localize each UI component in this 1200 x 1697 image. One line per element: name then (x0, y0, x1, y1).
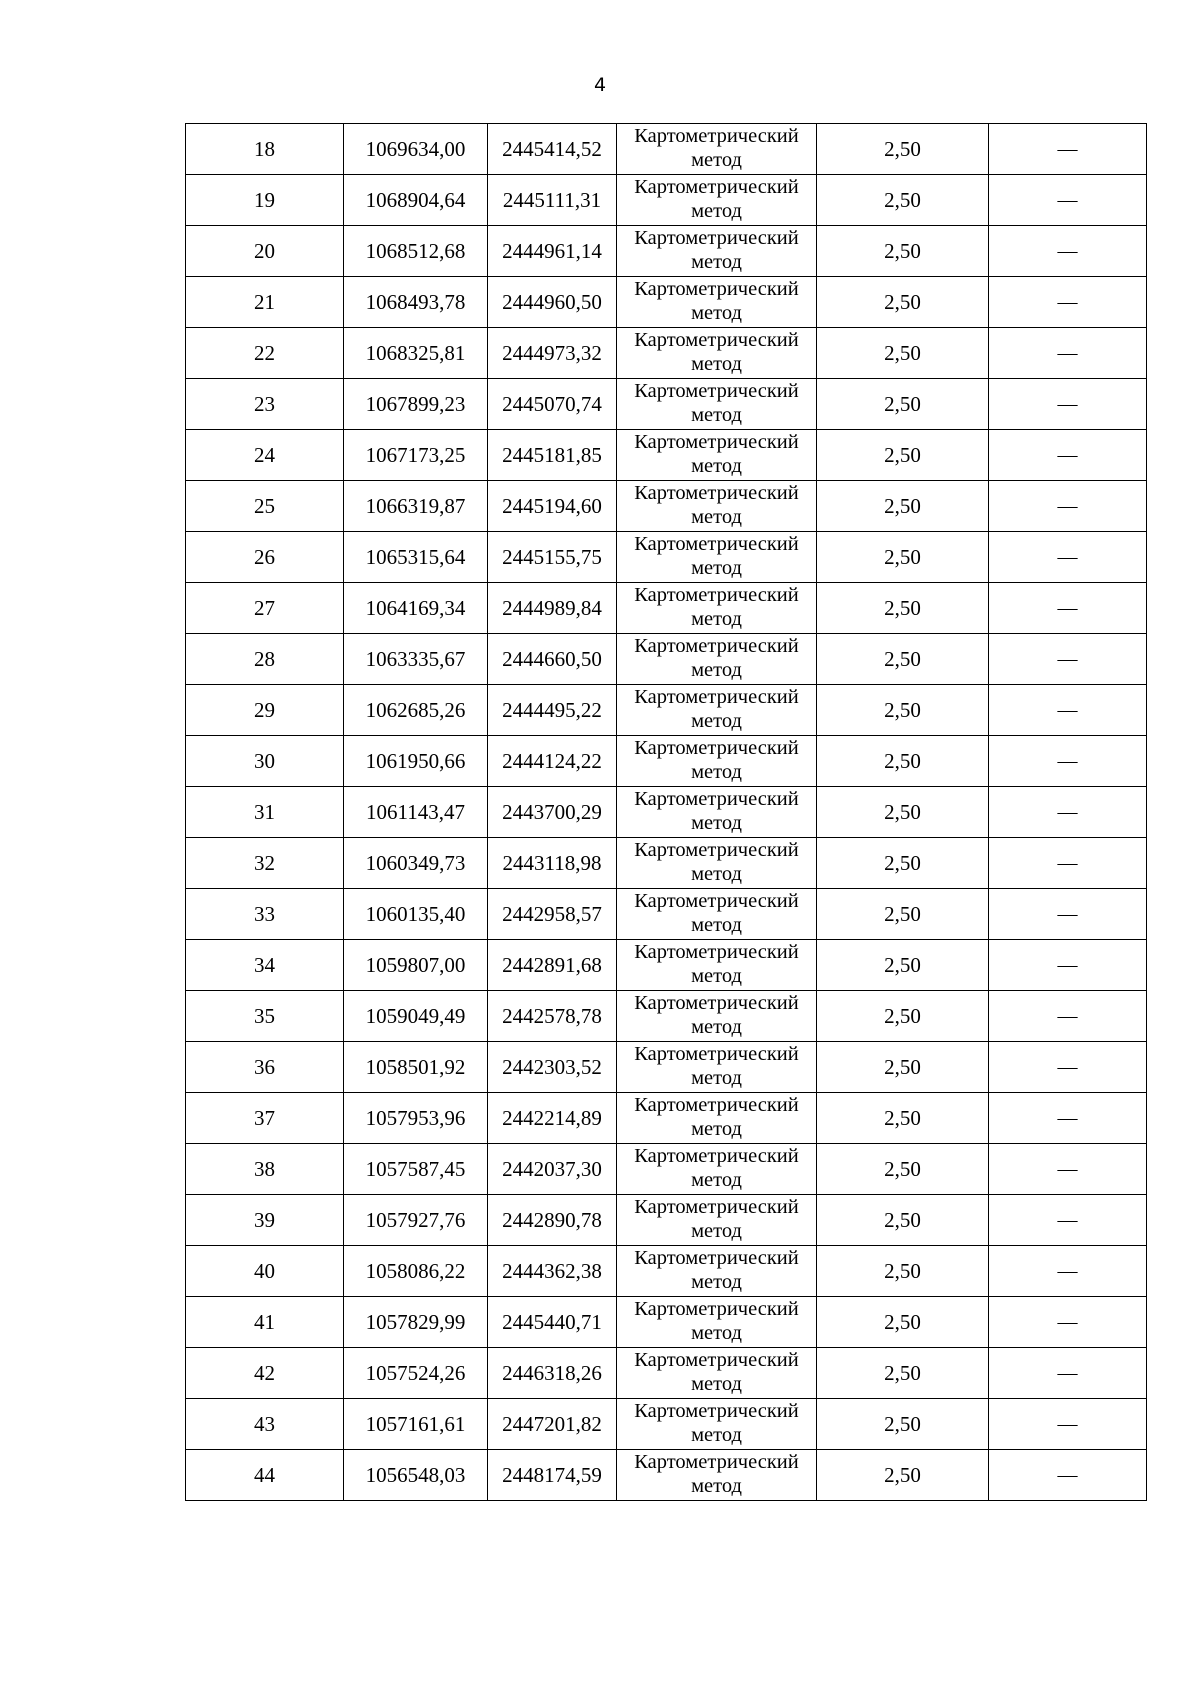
method-label-line2: метод (691, 1373, 742, 1395)
empty-mark-cell: — (989, 583, 1147, 634)
x-coordinate-cell: 1065315,64 (344, 532, 488, 583)
method-label-line2: метод (691, 1169, 742, 1191)
table-row (186, 1399, 1147, 1450)
method-label-line2: метод (691, 1118, 742, 1140)
table-row (186, 1195, 1147, 1246)
method-label-line2: метод (691, 914, 742, 936)
empty-mark-cell: — (989, 430, 1147, 481)
method-label-line1: Картометрический (634, 1145, 799, 1168)
point-number-cell: 19 (186, 175, 344, 226)
point-number-cell: 26 (186, 532, 344, 583)
y-coordinate-cell: 2444989,84 (488, 583, 617, 634)
x-coordinate-cell: 1061143,47 (344, 787, 488, 838)
method-label-line2: метод (691, 353, 742, 375)
x-coordinate-cell: 1059807,00 (344, 940, 488, 991)
table-row (186, 1093, 1147, 1144)
y-coordinate-cell: 2447201,82 (488, 1399, 617, 1450)
empty-mark-cell: — (989, 736, 1147, 787)
point-number-cell: 32 (186, 838, 344, 889)
method-cell (617, 583, 817, 634)
method-label-line2: метод (691, 1220, 742, 1242)
method-cell (617, 430, 817, 481)
method-cell (617, 940, 817, 991)
method-label-line1: Картометрический (634, 1349, 799, 1372)
y-coordinate-cell: 2448174,59 (488, 1450, 617, 1501)
y-coordinate-cell: 2442578,78 (488, 991, 617, 1042)
method-label-line1: Картометрический (634, 482, 799, 505)
x-coordinate-cell: 1057524,26 (344, 1348, 488, 1399)
empty-mark-cell: — (989, 685, 1147, 736)
point-number-cell: 23 (186, 379, 344, 430)
point-number-cell: 22 (186, 328, 344, 379)
table-row (186, 1246, 1147, 1297)
point-number-cell: 39 (186, 1195, 344, 1246)
method-cell (617, 787, 817, 838)
empty-mark-cell: — (989, 379, 1147, 430)
page-number: 4 (593, 74, 607, 96)
point-number-cell: 20 (186, 226, 344, 277)
point-number-cell: 44 (186, 1450, 344, 1501)
empty-mark-cell: — (989, 1195, 1147, 1246)
precision-cell: 2,50 (817, 277, 989, 328)
method-cell (617, 1348, 817, 1399)
method-label-line2: метод (691, 608, 742, 630)
y-coordinate-cell: 2445070,74 (488, 379, 617, 430)
x-coordinate-cell: 1060349,73 (344, 838, 488, 889)
method-cell (617, 1042, 817, 1093)
method-label-line1: Картометрический (634, 686, 799, 709)
y-coordinate-cell: 2445194,60 (488, 481, 617, 532)
precision-cell: 2,50 (817, 685, 989, 736)
y-coordinate-cell: 2444495,22 (488, 685, 617, 736)
empty-mark-cell: — (989, 889, 1147, 940)
precision-cell: 2,50 (817, 532, 989, 583)
method-label-line2: метод (691, 149, 742, 171)
method-cell (617, 226, 817, 277)
y-coordinate-cell: 2442214,89 (488, 1093, 617, 1144)
precision-cell: 2,50 (817, 1450, 989, 1501)
method-label-line1: Картометрический (634, 1400, 799, 1423)
y-coordinate-cell: 2444660,50 (488, 634, 617, 685)
empty-mark-cell: — (989, 838, 1147, 889)
point-number-cell: 43 (186, 1399, 344, 1450)
point-number-cell: 18 (186, 124, 344, 175)
empty-mark-cell: — (989, 1093, 1147, 1144)
table-row (186, 124, 1147, 175)
x-coordinate-cell: 1068325,81 (344, 328, 488, 379)
x-coordinate-cell: 1057953,96 (344, 1093, 488, 1144)
method-label-line1: Картометрический (634, 1196, 799, 1219)
point-number-cell: 21 (186, 277, 344, 328)
table-body (186, 124, 1147, 1501)
method-cell (617, 889, 817, 940)
x-coordinate-cell: 1063335,67 (344, 634, 488, 685)
method-label-line1: Картометрический (634, 1451, 799, 1474)
method-label-line1: Картометрический (634, 1094, 799, 1117)
point-number-cell: 30 (186, 736, 344, 787)
table-row (186, 787, 1147, 838)
table-row (186, 1348, 1147, 1399)
method-cell (617, 1450, 817, 1501)
y-coordinate-cell: 2446318,26 (488, 1348, 617, 1399)
method-label-line1: Картометрический (634, 635, 799, 658)
table-row (186, 481, 1147, 532)
method-label-line2: метод (691, 404, 742, 426)
empty-mark-cell: — (989, 532, 1147, 583)
x-coordinate-cell: 1064169,34 (344, 583, 488, 634)
empty-mark-cell: — (989, 226, 1147, 277)
method-cell (617, 277, 817, 328)
method-cell (617, 736, 817, 787)
y-coordinate-cell: 2444362,38 (488, 1246, 617, 1297)
precision-cell: 2,50 (817, 1399, 989, 1450)
method-label-line1: Картометрический (634, 584, 799, 607)
empty-mark-cell: — (989, 787, 1147, 838)
point-number-cell: 25 (186, 481, 344, 532)
method-label-line1: Картометрический (634, 839, 799, 862)
method-label-line2: метод (691, 965, 742, 987)
x-coordinate-cell: 1057161,61 (344, 1399, 488, 1450)
precision-cell: 2,50 (817, 124, 989, 175)
table-row (186, 379, 1147, 430)
empty-mark-cell: — (989, 124, 1147, 175)
precision-cell: 2,50 (817, 838, 989, 889)
table-row (186, 430, 1147, 481)
empty-mark-cell: — (989, 1450, 1147, 1501)
x-coordinate-cell: 1060135,40 (344, 889, 488, 940)
method-label-line2: метод (691, 455, 742, 477)
coordinates-table (185, 123, 1147, 1501)
method-label-line1: Картометрический (634, 1043, 799, 1066)
point-number-cell: 37 (186, 1093, 344, 1144)
method-label-line1: Картометрический (634, 890, 799, 913)
method-label-line2: метод (691, 557, 742, 579)
y-coordinate-cell: 2444960,50 (488, 277, 617, 328)
precision-cell: 2,50 (817, 328, 989, 379)
precision-cell: 2,50 (817, 1348, 989, 1399)
method-label-line1: Картометрический (634, 125, 799, 148)
method-cell (617, 838, 817, 889)
method-label-line2: метод (691, 200, 742, 222)
point-number-cell: 35 (186, 991, 344, 1042)
y-coordinate-cell: 2443118,98 (488, 838, 617, 889)
empty-mark-cell: — (989, 175, 1147, 226)
method-label-line2: метод (691, 1016, 742, 1038)
precision-cell: 2,50 (817, 1093, 989, 1144)
y-coordinate-cell: 2445414,52 (488, 124, 617, 175)
precision-cell: 2,50 (817, 1246, 989, 1297)
empty-mark-cell: — (989, 1042, 1147, 1093)
y-coordinate-cell: 2444961,14 (488, 226, 617, 277)
precision-cell: 2,50 (817, 889, 989, 940)
table-row (186, 991, 1147, 1042)
precision-cell: 2,50 (817, 226, 989, 277)
method-label-line2: метод (691, 812, 742, 834)
precision-cell: 2,50 (817, 1297, 989, 1348)
precision-cell: 2,50 (817, 1042, 989, 1093)
method-cell (617, 124, 817, 175)
table-row (186, 940, 1147, 991)
method-cell (617, 1297, 817, 1348)
empty-mark-cell: — (989, 991, 1147, 1042)
x-coordinate-cell: 1057829,99 (344, 1297, 488, 1348)
table-row (186, 1042, 1147, 1093)
empty-mark-cell: — (989, 1399, 1147, 1450)
empty-mark-cell: — (989, 940, 1147, 991)
point-number-cell: 41 (186, 1297, 344, 1348)
method-label-line2: метод (691, 1067, 742, 1089)
precision-cell: 2,50 (817, 430, 989, 481)
precision-cell: 2,50 (817, 1144, 989, 1195)
precision-cell: 2,50 (817, 787, 989, 838)
method-cell (617, 328, 817, 379)
precision-cell: 2,50 (817, 634, 989, 685)
table-row (186, 277, 1147, 328)
point-number-cell: 27 (186, 583, 344, 634)
point-number-cell: 31 (186, 787, 344, 838)
x-coordinate-cell: 1068493,78 (344, 277, 488, 328)
table-row (186, 328, 1147, 379)
method-label-line2: метод (691, 1271, 742, 1293)
precision-cell: 2,50 (817, 1195, 989, 1246)
method-cell (617, 1246, 817, 1297)
precision-cell: 2,50 (817, 940, 989, 991)
precision-cell: 2,50 (817, 175, 989, 226)
precision-cell: 2,50 (817, 991, 989, 1042)
table-row (186, 685, 1147, 736)
x-coordinate-cell: 1057927,76 (344, 1195, 488, 1246)
method-label-line2: метод (691, 863, 742, 885)
table-row (186, 1450, 1147, 1501)
method-cell (617, 634, 817, 685)
y-coordinate-cell: 2444973,32 (488, 328, 617, 379)
empty-mark-cell: — (989, 1246, 1147, 1297)
method-label-line1: Картометрический (634, 737, 799, 760)
method-cell (617, 175, 817, 226)
table-row (186, 226, 1147, 277)
method-cell (617, 991, 817, 1042)
method-cell (617, 1093, 817, 1144)
table-row (186, 736, 1147, 787)
method-label-line1: Картометрический (634, 1247, 799, 1270)
point-number-cell: 33 (186, 889, 344, 940)
method-label-line1: Картометрический (634, 278, 799, 301)
y-coordinate-cell: 2442037,30 (488, 1144, 617, 1195)
method-label-line2: метод (691, 659, 742, 681)
method-cell (617, 685, 817, 736)
precision-cell: 2,50 (817, 481, 989, 532)
method-label-line2: метод (691, 302, 742, 324)
x-coordinate-cell: 1057587,45 (344, 1144, 488, 1195)
y-coordinate-cell: 2442303,52 (488, 1042, 617, 1093)
table-row (186, 1297, 1147, 1348)
method-label-line2: метод (691, 1424, 742, 1446)
table-row (186, 583, 1147, 634)
table-row (186, 532, 1147, 583)
x-coordinate-cell: 1058501,92 (344, 1042, 488, 1093)
x-coordinate-cell: 1068512,68 (344, 226, 488, 277)
empty-mark-cell: — (989, 1348, 1147, 1399)
method-label-line1: Картометрический (634, 992, 799, 1015)
x-coordinate-cell: 1062685,26 (344, 685, 488, 736)
table-row (186, 838, 1147, 889)
x-coordinate-cell: 1056548,03 (344, 1450, 488, 1501)
y-coordinate-cell: 2443700,29 (488, 787, 617, 838)
method-label-line2: метод (691, 710, 742, 732)
method-cell (617, 532, 817, 583)
method-label-line1: Картометрический (634, 380, 799, 403)
method-label-line2: метод (691, 506, 742, 528)
precision-cell: 2,50 (817, 379, 989, 430)
method-label-line1: Картометрический (634, 941, 799, 964)
point-number-cell: 34 (186, 940, 344, 991)
method-cell (617, 1195, 817, 1246)
point-number-cell: 24 (186, 430, 344, 481)
point-number-cell: 40 (186, 1246, 344, 1297)
x-coordinate-cell: 1069634,00 (344, 124, 488, 175)
empty-mark-cell: — (989, 1144, 1147, 1195)
method-label-line2: метод (691, 1322, 742, 1344)
y-coordinate-cell: 2445440,71 (488, 1297, 617, 1348)
method-label-line2: метод (691, 1475, 742, 1497)
method-label-line1: Картометрический (634, 227, 799, 250)
precision-cell: 2,50 (817, 736, 989, 787)
empty-mark-cell: — (989, 634, 1147, 685)
method-cell (617, 379, 817, 430)
point-number-cell: 29 (186, 685, 344, 736)
empty-mark-cell: — (989, 1297, 1147, 1348)
method-cell (617, 1399, 817, 1450)
empty-mark-cell: — (989, 481, 1147, 532)
method-label-line2: метод (691, 761, 742, 783)
x-coordinate-cell: 1059049,49 (344, 991, 488, 1042)
y-coordinate-cell: 2445111,31 (488, 175, 617, 226)
y-coordinate-cell: 2445181,85 (488, 430, 617, 481)
point-number-cell: 42 (186, 1348, 344, 1399)
empty-mark-cell: — (989, 328, 1147, 379)
y-coordinate-cell: 2445155,75 (488, 532, 617, 583)
method-cell (617, 481, 817, 532)
method-label-line1: Картометрический (634, 1298, 799, 1321)
x-coordinate-cell: 1058086,22 (344, 1246, 488, 1297)
method-label-line2: метод (691, 251, 742, 273)
x-coordinate-cell: 1061950,66 (344, 736, 488, 787)
y-coordinate-cell: 2442891,68 (488, 940, 617, 991)
table-row (186, 634, 1147, 685)
x-coordinate-cell: 1067173,25 (344, 430, 488, 481)
table-row (186, 889, 1147, 940)
y-coordinate-cell: 2444124,22 (488, 736, 617, 787)
precision-cell: 2,50 (817, 583, 989, 634)
x-coordinate-cell: 1067899,23 (344, 379, 488, 430)
empty-mark-cell: — (989, 277, 1147, 328)
method-label-line1: Картометрический (634, 176, 799, 199)
y-coordinate-cell: 2442890,78 (488, 1195, 617, 1246)
x-coordinate-cell: 1068904,64 (344, 175, 488, 226)
method-label-line1: Картометрический (634, 788, 799, 811)
method-cell (617, 1144, 817, 1195)
table-row (186, 1144, 1147, 1195)
point-number-cell: 36 (186, 1042, 344, 1093)
method-label-line1: Картометрический (634, 533, 799, 556)
method-label-line1: Картометрический (634, 329, 799, 352)
point-number-cell: 38 (186, 1144, 344, 1195)
point-number-cell: 28 (186, 634, 344, 685)
method-label-line1: Картометрический (634, 431, 799, 454)
x-coordinate-cell: 1066319,87 (344, 481, 488, 532)
table-row (186, 175, 1147, 226)
y-coordinate-cell: 2442958,57 (488, 889, 617, 940)
